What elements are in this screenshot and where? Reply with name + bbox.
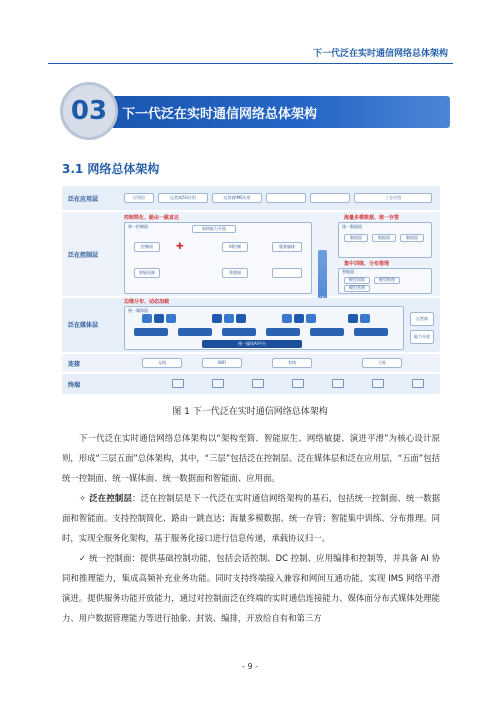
control-note-left: 控制简化、路由一跳直达 [124,215,180,221]
puzzle-piece [212,314,222,323]
intel-box: 模型管理 [344,285,370,292]
terminal-icon [292,379,304,388]
media-layer-label: 泛在媒体层 [68,322,99,329]
intel-box: 模型训练 [344,277,370,284]
connect-item: 有线 [272,358,312,368]
app-box: 运营商IMS应用 [212,193,262,203]
media-block [134,328,168,336]
control-box: 网络能力开放 [192,225,236,233]
puzzle-piece [348,314,358,323]
control-box: 服务编排 [272,242,302,252]
connect-item: 卫星 [362,358,402,368]
puzzle-piece [154,314,164,323]
chapter-title: 下一代泛在实时通信网络总体架构 [122,107,318,122]
paragraph-text [62,548,440,628]
terminal-icon [372,379,384,388]
control-layer-label: 泛在控制层 [68,252,99,259]
media-side-box: 能力开放 [410,330,434,344]
puzzle-piece [236,314,246,323]
control-box: 控制面 [134,242,160,252]
unified-data-label: 统一数据面 [342,224,362,229]
connect-item: 无线 [142,358,182,368]
puzzle-piece [294,314,304,323]
terminal-icon [212,379,224,388]
media-note: 边缘分布、动态加载 [124,299,170,305]
terminal-layer-label: 终端 [68,382,81,389]
media-block [178,328,212,336]
paragraph-body: 统一控制面：提供基础控制功能，包括会话控制、DC 控制、应用编排和控制等，并具备 AI 协同和推理能力，集成高频补充业务功能。同时支持终端接入兼容和网间互通功能，实现 IMS 网络平滑演进。提供服务功能开放能力，通过对控制面泛在终端的实时通信连接能力、媒体面分布式媒体处理能力、用户数据管理能力等进行抽象、封装、编排，开放给自有和第三方 [62,553,440,623]
application-layer-label: 泛在应用层 [68,196,99,203]
figure-caption: 图 1 下一代泛在实时通信网络总体架构 [172,407,328,417]
header-rule [48,63,453,64]
connect-layer [62,354,440,372]
intelligent-label: 智能面 [342,269,354,274]
paragraph-text [62,488,440,548]
application-layer [62,186,440,210]
control-box: 管理面 [222,268,248,278]
terminal-icon [412,379,424,388]
media-block [266,328,300,336]
chapter-number-badge: 03 [60,82,118,140]
page-number: - 9 - [242,662,258,671]
control-box: AI控制 [222,242,248,252]
paragraph-unified-control [62,548,440,628]
intel-box: 模型推理 [374,277,400,284]
plus-icon: ✚ [176,242,184,252]
puzzle-piece [142,314,152,323]
chapter-banner [60,82,450,140]
app-box: 运营商5G应用 [158,193,208,203]
unified-media-label: 统一媒体面 [128,308,148,313]
control-box [272,268,302,278]
app-box [310,193,350,203]
connect-item: WiFi [202,358,242,368]
media-block [354,328,388,336]
connect-layer-label: 连接 [68,361,81,368]
architecture-figure [62,186,440,396]
media-side-box: 运营商 [410,312,434,326]
terminal-icon [172,379,184,388]
puzzle-piece [166,314,176,323]
diamond-bullet-icon: ✧ [79,493,87,503]
app-box [266,193,306,203]
media-block [222,328,256,336]
paragraph-body: ：泛在控制层是下一代泛在实时通信网络架构的基石，包括统一控制面、统一数据面和智能面。支持控制简化、路由一跳直达；海量多模数据、统一存管；智能集中训练、分布推理。同时，实现全服务化架构，基于服务化接口进行信息传递，承载协议归一。 [62,493,441,543]
terminal-icon [332,379,344,388]
term-control-layer: 泛在控制层 [89,493,133,503]
app-box: 三方应用 [354,193,432,203]
paragraph-text: 下一代泛在实时通信网络总体架构以“架构至简、智能原生、网络敏捷、演进平滑”为核心设计原则，形成“三层五面”总体架构，其中，“三层”包括泛在控制层、泛在媒体层和泛在应用层，“五面”包括统一控制面、统一媒体面、统一数据面和智能面、应用面。 [62,433,440,483]
puzzle-piece [224,314,234,323]
intelligent-note: 集中训练、分布推理 [344,261,390,267]
puzzle-piece [306,314,316,323]
app-box: 应用层 [124,193,154,203]
paragraph-control-layer [62,488,440,548]
media-layer [62,298,440,352]
paragraph-intro [62,428,440,488]
control-layer [62,212,440,296]
puzzle-piece [282,314,292,323]
running-header: 下一代泛在实时通信网络总体架构 [312,49,448,59]
check-bullet-icon: ✓ [79,553,87,563]
media-ai-platform: 统一媒体AI平台 [202,340,302,348]
terminal-icon [252,379,264,388]
control-box: 智能资源 [134,268,160,278]
data-box: 数据面 [344,234,368,242]
data-box: 数据面 [400,234,424,242]
control-note-right: 海量多模数据、统一存管 [344,215,400,221]
terminal-layer [62,374,440,394]
section-heading: 3.1 网络总体架构 [62,162,160,176]
data-box: 数据面 [372,234,396,242]
media-block [310,328,344,336]
puzzle-piece [360,314,370,323]
unified-control-label: 统一控制面 [128,224,148,229]
